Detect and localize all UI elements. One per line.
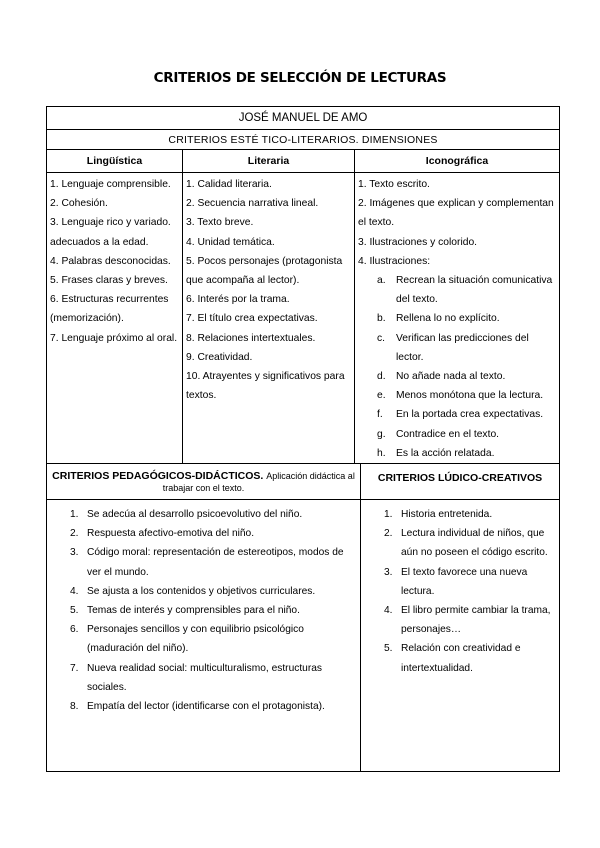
list-item: 1. Calidad literaria. xyxy=(186,179,272,190)
ludicos-list xyxy=(361,505,553,678)
list-item: 5. Frases claras y breves. xyxy=(50,275,168,287)
list-item xyxy=(358,425,555,444)
list-item xyxy=(358,444,555,463)
list-item-text: Nueva realidad social: multiculturalismo, estructuras sociales. xyxy=(87,662,322,693)
list-marker: 5. xyxy=(384,643,393,655)
list-marker: 4. xyxy=(70,585,79,597)
list-item-text: El libro permite cambiar la trama, personajes… xyxy=(401,605,551,636)
list-marker: 6. xyxy=(70,624,79,636)
list-marker: e. xyxy=(377,390,386,402)
list-item-text: En la portada crea expectativas. xyxy=(396,409,544,421)
list-marker: 1. xyxy=(384,509,393,521)
list-item-text: Respuesta afectivo-emotiva del niño. xyxy=(87,528,255,540)
list-marker: 4. xyxy=(384,605,393,617)
list-item xyxy=(361,524,553,562)
list-item-text: Menos monótona que la lectura. xyxy=(396,390,544,402)
list-item: 3. Lenguaje rico y variado. adecuados a la edad. xyxy=(50,217,171,248)
list-item: 9. Creatividad. xyxy=(186,351,253,363)
list-item xyxy=(358,329,555,367)
list-item-text: No añade nada al texto. xyxy=(396,371,506,383)
list-item xyxy=(361,601,553,639)
list-marker: b. xyxy=(377,313,386,325)
list-marker: a. xyxy=(377,275,386,287)
list-marker: 3. xyxy=(384,566,393,578)
list-item xyxy=(47,543,356,581)
list-marker: 3. xyxy=(70,547,79,559)
list-item xyxy=(47,620,356,658)
list-marker: d. xyxy=(377,371,386,383)
list-item xyxy=(47,505,356,524)
list-marker: g. xyxy=(377,428,386,440)
author-header: JOSÉ MANUEL DE AMO xyxy=(47,107,560,130)
pedagogicos-subtitle: Aplicación didáctica al trabajar con el texto. xyxy=(162,471,355,494)
list-marker: 1. xyxy=(70,509,79,521)
iconografica-header: Iconográfica xyxy=(355,150,560,173)
pedagogicos-column xyxy=(47,500,361,772)
list-item: 6. Estructuras recurrentes (memorización). xyxy=(50,294,169,325)
list-item: 6. Interés por la trama. xyxy=(186,294,290,306)
ludicos-header: CRITERIOS LÚDICO-CREATIVOS xyxy=(361,464,560,500)
list-item xyxy=(361,505,553,524)
illustration-sublist xyxy=(358,271,555,463)
list-item xyxy=(47,659,356,697)
pedagogicos-header xyxy=(47,464,361,500)
document-title: CRITERIOS DE SELECCIÓN DE LECTURAS xyxy=(153,70,447,86)
list-item: 7. El título crea expectativas. xyxy=(186,313,318,325)
list-item: 4. Unidad temática. xyxy=(186,236,275,248)
list-item: 4. Palabras desconocidas. xyxy=(50,255,171,267)
list-item xyxy=(358,309,555,328)
list-marker: f. xyxy=(377,409,383,421)
list-item-text: Empatía del lector (identificarse con el protagonista). xyxy=(87,701,325,713)
list-item xyxy=(361,563,553,601)
list-item-text: Es la acción relatada. xyxy=(396,447,495,459)
list-marker: c. xyxy=(377,332,386,344)
list-item-text: Verifican las predicciones del lector. xyxy=(396,332,529,363)
list-item xyxy=(361,639,553,677)
list-item xyxy=(358,367,555,386)
list-item-text: Temas de interés y comprensibles para el niño. xyxy=(87,605,300,617)
list-item-text: El texto favorece una nueva lectura. xyxy=(401,566,528,597)
linguistica-column xyxy=(47,173,183,464)
list-marker: 8. xyxy=(70,701,79,713)
pedagogicos-list xyxy=(47,505,356,716)
list-item: 3. Texto breve. xyxy=(186,217,254,229)
list-item-text: Lectura individual de niños, que aún no poseen el código escrito. xyxy=(401,528,548,559)
literaria-column xyxy=(183,173,355,464)
list-item: 7. Lenguaje próximo al oral. xyxy=(50,332,178,344)
list-item xyxy=(358,405,555,424)
list-item: 2. Cohesión. xyxy=(50,198,108,210)
list-item: 10. Atrayentes y significativos para textos. xyxy=(186,371,345,402)
list-item xyxy=(47,601,356,620)
list-item-text: Rellena lo no explícito. xyxy=(396,313,500,325)
list-item: 5. Pocos personajes (protagonista que acompaña al lector). xyxy=(186,255,343,287)
list-item xyxy=(47,697,356,716)
list-item xyxy=(47,582,356,601)
list-item: 1. Lenguaje comprensible. xyxy=(50,179,171,190)
literaria-header: Literaria xyxy=(183,150,355,173)
list-item-text: Relación con creatividad e intertextualidad. xyxy=(401,643,521,674)
aesthetic-criteria-header: CRITERIOS ESTÉ TICO-LITERARIOS. DIMENSIONES xyxy=(47,130,560,150)
linguistica-header: Lingüística xyxy=(47,150,183,173)
criteria-table xyxy=(46,106,560,772)
list-marker: 2. xyxy=(384,528,393,540)
list-marker: 2. xyxy=(70,528,79,540)
list-marker: h. xyxy=(377,447,386,459)
list-item: 3. Ilustraciones y colorido. xyxy=(358,236,478,248)
list-item xyxy=(47,524,356,543)
list-item xyxy=(358,271,555,309)
list-item-text: Recrean la situación comunicativa del texto. xyxy=(396,275,553,306)
list-item-text: Código moral: representación de estereotipos, modos de ver el mundo. xyxy=(87,547,344,578)
list-item: 1. Texto escrito. xyxy=(358,179,430,190)
list-item: 2. Imágenes que explican y complementan el texto. xyxy=(358,198,554,229)
list-item-text: Historia entretenida. xyxy=(401,509,493,521)
list-item-text: Se ajusta a los contenidos y objetivos curriculares. xyxy=(87,585,316,597)
pedagogicos-title: CRITERIOS PEDAGÓGICOS-DIDÁCTICOS. xyxy=(52,470,264,483)
list-item: 4. Ilustraciones: xyxy=(358,255,431,267)
list-item-text: Se adecúa al desarrollo psicoevolutivo del niño. xyxy=(87,509,303,521)
list-item xyxy=(358,386,555,405)
list-item: 8. Relaciones intertextuales. xyxy=(186,332,316,344)
list-marker: 7. xyxy=(70,662,79,674)
list-item-text: Contradice en el texto. xyxy=(396,428,500,440)
ludicos-column xyxy=(361,500,560,772)
list-marker: 5. xyxy=(70,605,79,617)
iconografica-column xyxy=(355,173,560,464)
list-item-text: Personajes sencillos y con equilibrio psicológico (maduración del niño). xyxy=(87,624,304,655)
list-item: 2. Secuencia narrativa lineal. xyxy=(186,198,319,210)
